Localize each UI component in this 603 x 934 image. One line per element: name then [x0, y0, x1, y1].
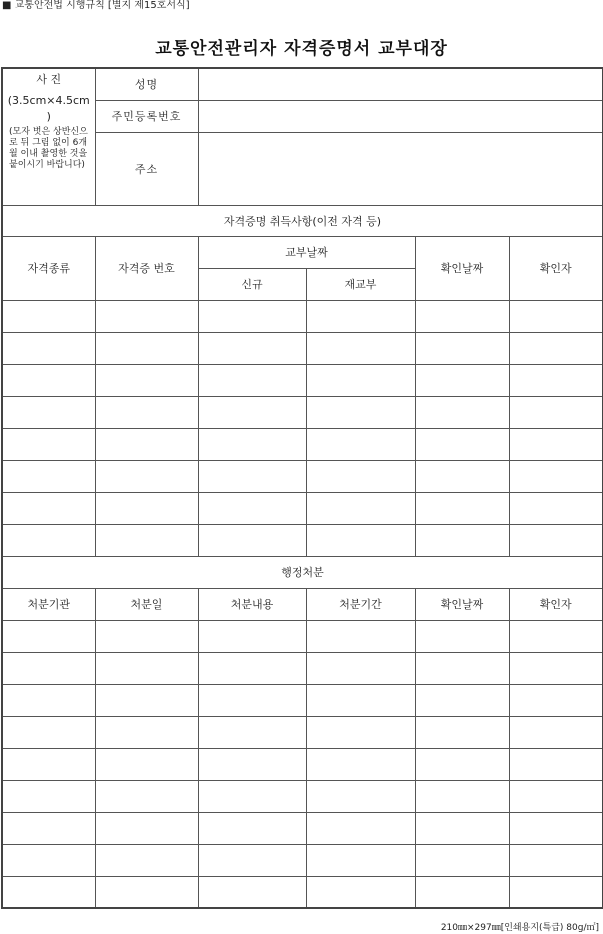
- disposition-row: [2, 716, 603, 748]
- disp-cell[interactable]: [415, 876, 509, 908]
- acquisition-row: [2, 396, 603, 428]
- acq-cell[interactable]: [509, 332, 603, 364]
- disp-cell[interactable]: [306, 716, 415, 748]
- disp-cell[interactable]: [198, 716, 306, 748]
- photo-size-close: ): [46, 110, 51, 123]
- disp-cell[interactable]: [95, 748, 198, 780]
- disp-cell[interactable]: [2, 812, 95, 844]
- acq-cell[interactable]: [95, 396, 198, 428]
- disposition-row: [2, 812, 603, 844]
- paper-spec-footer: 210㎜×297㎜[인쇄용지(특급) 80g/㎡]: [440, 923, 599, 933]
- page-title: 교통안전관리자 자격증명서 교부대장: [155, 39, 448, 59]
- photo-box: [2, 68, 95, 205]
- acq-cell[interactable]: [2, 460, 95, 492]
- col-new-issue: 신규: [198, 268, 306, 300]
- acquisition-row: [2, 300, 603, 332]
- disp-cell[interactable]: [306, 812, 415, 844]
- disp-cell[interactable]: [2, 620, 95, 652]
- acq-cell[interactable]: [306, 396, 415, 428]
- disp-cell[interactable]: [509, 684, 603, 716]
- acquisition-row: [2, 428, 603, 460]
- disp-cell[interactable]: [198, 684, 306, 716]
- acq-cell[interactable]: [95, 460, 198, 492]
- acq-cell[interactable]: [415, 460, 509, 492]
- disp-cell[interactable]: [306, 652, 415, 684]
- disp-cell[interactable]: [95, 716, 198, 748]
- col-disposition-agency: 처분기관: [2, 588, 95, 620]
- form-header: ■ 교통안전법 시행규칙 [별지 제15호서식]: [2, 0, 190, 11]
- disposition-row: [2, 780, 603, 812]
- disp-cell[interactable]: [95, 620, 198, 652]
- address-field[interactable]: [198, 132, 603, 205]
- disp-cell[interactable]: [415, 844, 509, 876]
- disp-cell[interactable]: [2, 876, 95, 908]
- acq-cell[interactable]: [198, 460, 306, 492]
- disp-cell[interactable]: [198, 812, 306, 844]
- disposition-row: [2, 620, 603, 652]
- disp-cell[interactable]: [415, 684, 509, 716]
- acq-cell[interactable]: [198, 300, 306, 332]
- acq-cell[interactable]: [306, 300, 415, 332]
- rrn-label: 주민등록번호: [95, 100, 198, 132]
- registry-form: [1, 67, 603, 909]
- disp-cell[interactable]: [95, 780, 198, 812]
- col-disposition-period: 처분기간: [306, 588, 415, 620]
- acquisition-row: [2, 364, 603, 396]
- acq-cell[interactable]: [95, 332, 198, 364]
- disp-cell[interactable]: [198, 844, 306, 876]
- disp-cell[interactable]: [509, 748, 603, 780]
- acquisition-row: [2, 492, 603, 524]
- disp-cell[interactable]: [509, 620, 603, 652]
- acq-cell[interactable]: [509, 524, 603, 556]
- acq-cell[interactable]: [415, 524, 509, 556]
- disp-cell[interactable]: [95, 652, 198, 684]
- acq-cell[interactable]: [306, 524, 415, 556]
- col-confirmer: 확인자: [509, 236, 603, 300]
- acq-cell[interactable]: [415, 364, 509, 396]
- acq-cell[interactable]: [509, 364, 603, 396]
- photo-label: 사 진: [36, 73, 62, 86]
- disp-cell[interactable]: [509, 780, 603, 812]
- col-disposition-date: 처분일: [95, 588, 198, 620]
- acq-cell[interactable]: [2, 364, 95, 396]
- disp-cell[interactable]: [2, 684, 95, 716]
- disp-cell[interactable]: [95, 876, 198, 908]
- disposition-row: [2, 844, 603, 876]
- disp-cell[interactable]: [415, 620, 509, 652]
- disp-cell[interactable]: [415, 748, 509, 780]
- col-license-type: 자격종류: [2, 236, 95, 300]
- disp-cell[interactable]: [509, 716, 603, 748]
- disp-cell[interactable]: [306, 748, 415, 780]
- disp-cell[interactable]: [415, 652, 509, 684]
- acquisition-section-title: 자격증명 취득사항(이전 자격 등): [2, 205, 603, 236]
- acq-cell[interactable]: [198, 332, 306, 364]
- acq-cell[interactable]: [509, 460, 603, 492]
- acq-cell[interactable]: [2, 396, 95, 428]
- acq-cell[interactable]: [198, 364, 306, 396]
- acq-cell[interactable]: [509, 396, 603, 428]
- acq-cell[interactable]: [198, 492, 306, 524]
- disp-cell[interactable]: [509, 844, 603, 876]
- acquisition-row: [2, 332, 603, 364]
- disposition-row: [2, 652, 603, 684]
- col-confirm-date: 확인날짜: [415, 236, 509, 300]
- col-disposition-content: 처분내용: [198, 588, 306, 620]
- acq-cell[interactable]: [95, 428, 198, 460]
- name-label: 성명: [95, 68, 198, 100]
- disp-cell[interactable]: [198, 780, 306, 812]
- acq-cell[interactable]: [306, 332, 415, 364]
- acq-cell[interactable]: [95, 300, 198, 332]
- acq-cell[interactable]: [415, 396, 509, 428]
- disposition-row: [2, 684, 603, 716]
- acq-cell[interactable]: [306, 460, 415, 492]
- disp-cell[interactable]: [306, 620, 415, 652]
- acq-cell[interactable]: [306, 364, 415, 396]
- col-reissue: 재교부: [306, 268, 415, 300]
- disp-cell[interactable]: [2, 716, 95, 748]
- acq-cell[interactable]: [95, 524, 198, 556]
- acq-cell[interactable]: [95, 492, 198, 524]
- acq-cell[interactable]: [509, 428, 603, 460]
- disp-cell[interactable]: [415, 716, 509, 748]
- acq-cell[interactable]: [2, 524, 95, 556]
- disp-cell[interactable]: [95, 812, 198, 844]
- acquisition-row: [2, 524, 603, 556]
- acq-cell[interactable]: [306, 492, 415, 524]
- disp-cell[interactable]: [2, 780, 95, 812]
- acq-cell[interactable]: [415, 492, 509, 524]
- disp-cell[interactable]: [306, 684, 415, 716]
- acq-cell[interactable]: [198, 428, 306, 460]
- disp-cell[interactable]: [2, 652, 95, 684]
- disp-cell[interactable]: [198, 748, 306, 780]
- disp-cell[interactable]: [198, 876, 306, 908]
- acq-cell[interactable]: [2, 428, 95, 460]
- acq-cell[interactable]: [95, 364, 198, 396]
- disposition-row: [2, 876, 603, 908]
- disp-cell[interactable]: [95, 684, 198, 716]
- col-disposition-confirmer: 확인자: [509, 588, 603, 620]
- col-license-number: 자격증 번호: [95, 236, 198, 300]
- disp-cell[interactable]: [415, 780, 509, 812]
- acq-cell[interactable]: [415, 332, 509, 364]
- disp-cell[interactable]: [306, 780, 415, 812]
- disp-cell[interactable]: [2, 844, 95, 876]
- disp-cell[interactable]: [95, 844, 198, 876]
- disp-cell[interactable]: [509, 876, 603, 908]
- disp-cell[interactable]: [306, 844, 415, 876]
- photo-size: (3.5cm×4.5cm: [7, 94, 90, 107]
- disp-cell[interactable]: [415, 812, 509, 844]
- name-field[interactable]: [198, 68, 603, 100]
- acq-cell[interactable]: [198, 396, 306, 428]
- rrn-field[interactable]: [198, 100, 603, 132]
- acq-cell[interactable]: [415, 428, 509, 460]
- disposition-row: [2, 748, 603, 780]
- disp-cell[interactable]: [509, 812, 603, 844]
- disp-cell[interactable]: [509, 652, 603, 684]
- acq-cell[interactable]: [2, 492, 95, 524]
- address-label: 주소: [95, 132, 198, 205]
- acq-cell[interactable]: [509, 300, 603, 332]
- disposition-section-title: 행정처분: [2, 556, 603, 588]
- col-disposition-confirm-date: 확인날짜: [415, 588, 509, 620]
- col-issue-date: 교부날짜: [198, 236, 415, 268]
- acq-cell[interactable]: [306, 428, 415, 460]
- disp-cell[interactable]: [306, 876, 415, 908]
- disp-cell[interactable]: [2, 748, 95, 780]
- disp-cell[interactable]: [198, 652, 306, 684]
- disp-cell[interactable]: [198, 620, 306, 652]
- acq-cell[interactable]: [2, 300, 95, 332]
- acq-cell[interactable]: [415, 300, 509, 332]
- acq-cell[interactable]: [509, 492, 603, 524]
- photo-note: (모자 벗은 상반신으로 뒤 그림 없이 6개월 이내 촬영한 것을 붙이시기 바랍니다): [9, 127, 88, 170]
- acq-cell[interactable]: [2, 332, 95, 364]
- acq-cell[interactable]: [198, 524, 306, 556]
- acquisition-row: [2, 460, 603, 492]
